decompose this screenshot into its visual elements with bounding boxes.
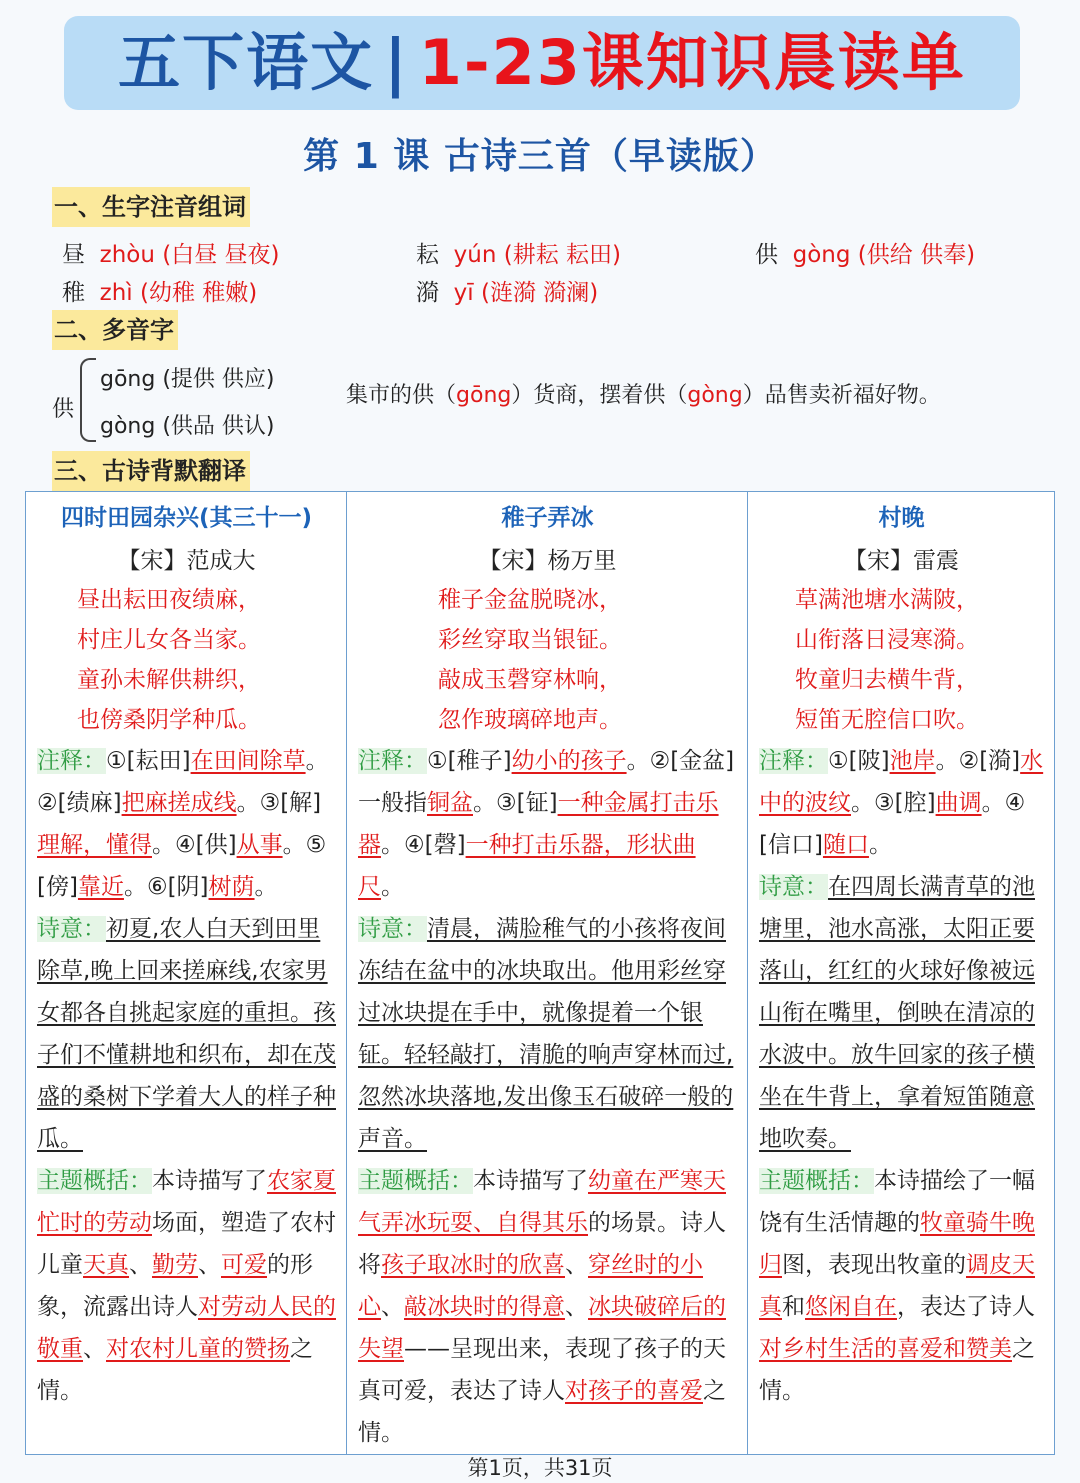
char-words: 白昼 昼夜 bbox=[171, 242, 271, 268]
poem-line: 山衔落日浸寒漪。 bbox=[795, 627, 979, 653]
section-heading-poems: 三、古诗背默翻译 bbox=[52, 451, 250, 491]
poem-title: 稚子弄冰 bbox=[501, 505, 594, 531]
title-banner bbox=[64, 16, 1020, 110]
char-entry: 稚 zhì (幼稚 稚嫩) bbox=[62, 280, 258, 306]
notes-label: 注释： bbox=[759, 748, 828, 774]
char: 漪 bbox=[416, 280, 439, 306]
banner-separator: | bbox=[384, 26, 409, 99]
poem-column bbox=[748, 492, 1055, 1455]
char-pinyin: gòng bbox=[792, 242, 851, 268]
polyphone-reading-2: gòng (供品 供认) bbox=[100, 414, 275, 439]
polyphone-reading-1: gōng (提供 供应) bbox=[100, 367, 275, 392]
char: 稚 bbox=[62, 280, 85, 306]
poem-line: 童孙未解供耕织， bbox=[77, 667, 261, 693]
poem-theme: 主题概括：本诗描写了农家夏忙时的劳动场面，塑造了农村儿童天真、勤劳、可爱的形象，流露出诗人对劳动人民的敬重、对农村儿童的赞扬之情。 bbox=[37, 1168, 336, 1404]
poem-line: 昼出耘田夜绩麻， bbox=[77, 587, 261, 613]
theme-label: 主题概括： bbox=[358, 1168, 473, 1194]
meaning-label: 诗意： bbox=[37, 916, 106, 942]
meaning-label: 诗意： bbox=[759, 874, 828, 900]
char-words: 供给 供奉 bbox=[866, 242, 967, 268]
notes-label: 注释： bbox=[37, 748, 106, 774]
poem-author: 【宋】范成大 bbox=[117, 548, 256, 574]
poem-column bbox=[26, 492, 347, 1455]
poem-line: 敲成玉磬穿林响， bbox=[438, 667, 622, 693]
char: 昼 bbox=[62, 242, 85, 268]
char-entry: 昼 zhòu (白昼 昼夜) bbox=[62, 242, 280, 268]
notes-label: 注释： bbox=[358, 748, 427, 774]
theme-label: 主题概括： bbox=[759, 1168, 874, 1194]
poem-meaning: 诗意：初夏,农人白天到田里除草,晚上回来搓麻线,农家男女都各自挑起家庭的重担。孩子们不懂耕地和织布，却在茂盛的桑树下学着大人的样子种瓜。 bbox=[37, 916, 336, 1152]
theme-label: 主题概括： bbox=[37, 1168, 152, 1194]
char-pinyin: zhì bbox=[99, 280, 133, 306]
poem-line: 村庄儿女各当家。 bbox=[77, 627, 261, 653]
poem-meaning: 诗意：清晨，满脸稚气的小孩将夜间冻结在盆中的冰块取出。他用彩丝穿过冰块提在手中，就像提着一个银钲。轻轻敲打，清脆的响声穿林而过,忽然冰块落地,发出像玉石破碎一般的声音。 bbox=[358, 916, 734, 1152]
section-heading-polyphone: 二、多音字 bbox=[52, 310, 178, 350]
char-entry: 漪 yī (涟漪 漪澜) bbox=[416, 280, 599, 306]
banner-title-left: 五下语文 bbox=[118, 26, 375, 99]
char-pinyin: yī bbox=[453, 280, 474, 306]
char: 耘 bbox=[416, 242, 439, 268]
poem-author: 【宋】雷震 bbox=[844, 548, 959, 574]
poem-line: 短笛无腔信口吹。 bbox=[795, 707, 979, 733]
poem-line: 草满池塘水满陂， bbox=[795, 587, 979, 613]
polyphone-sentence: 集市的供（gōng）货商，摆着供（gòng）品售卖祈福好物。 bbox=[346, 383, 941, 408]
char-words: 耕耘 耘田 bbox=[512, 242, 612, 268]
lesson-title: 第 1 课 古诗三首（早读版） bbox=[303, 136, 777, 177]
poem-meaning: 诗意：在四周长满青草的池塘里，池水高涨，太阳正要落山，红红的火球好像被远山衔在嘴里，倒映在清凉的水波中。放牛回家的孩子横坐在牛背上，拿着短笛随意地吹奏。 bbox=[759, 874, 1035, 1152]
poem-line: 忽作玻璃碎地声。 bbox=[438, 707, 622, 733]
polyphone-char: 供 bbox=[52, 397, 75, 422]
poem-notes: 注释：①[耘田]在田间除草。②[绩麻]把麻搓成线。③[解]理解，懂得。④[供]从事。⑤[傍]靠近。⑥[阴]树荫。 bbox=[37, 748, 329, 900]
poem-line: 也傍桑阴学种瓜。 bbox=[77, 707, 261, 733]
section-heading-new-chars: 一、生字注音组词 bbox=[52, 187, 250, 227]
poem-author: 【宋】杨万里 bbox=[478, 548, 617, 574]
poem-title: 村晚 bbox=[878, 505, 925, 531]
char-words: 涟漪 漪澜 bbox=[489, 280, 590, 306]
poem-column bbox=[347, 492, 748, 1455]
poem-theme: 主题概括：本诗描绘了一幅饶有生活情趣的牧童骑牛晚归图，表现出牧童的调皮天真和悠闲自在，表达了诗人对乡村生活的喜爱和赞美之情。 bbox=[759, 1168, 1035, 1404]
char-pinyin: yún bbox=[453, 242, 497, 268]
page-footer: 第1页，共31页 bbox=[467, 1456, 613, 1480]
poem-notes: 注释：①[陂]池岸。②[漪]水中的波纹。③[腔]曲调。④[信口]随口。 bbox=[759, 748, 1044, 858]
char: 供 bbox=[755, 242, 778, 268]
char-entry: 耘 yún (耕耘 耘田) bbox=[416, 242, 621, 268]
meaning-label: 诗意： bbox=[358, 916, 427, 942]
poem-notes: 注释：①[稚子]幼小的孩子。②[金盆]一般指铜盆。③[钲]一种金属打击乐器。④[磬]一种打击乐器，形状曲尺。 bbox=[358, 748, 735, 900]
char-pinyin: zhòu bbox=[99, 242, 155, 268]
poem-line: 彩丝穿取当银钲。 bbox=[438, 627, 622, 653]
banner-title-right: 1-23课知识晨读单 bbox=[418, 26, 966, 99]
poem-table bbox=[25, 491, 1055, 1455]
poem-line: 牧童归去横牛背， bbox=[795, 667, 979, 693]
char-entry: 供 gòng (供给 供奉) bbox=[755, 242, 976, 268]
poem-title: 四时田园杂兴(其三十一) bbox=[60, 505, 313, 531]
poem-line: 稚子金盆脱晓冰， bbox=[438, 587, 622, 613]
char-words: 幼稚 稚嫩 bbox=[148, 280, 249, 306]
poem-theme: 主题概括：本诗描写了幼童在严寒天气弄冰玩耍、自得其乐的场景。诗人将孩子取冰时的欣喜、穿丝时的小心、敲冰块时的得意、冰块破碎后的失望——呈现出来，表现了孩子的天真可爱，表达了诗人对孩子的喜爱之情。 bbox=[358, 1168, 726, 1446]
brace bbox=[80, 358, 96, 442]
